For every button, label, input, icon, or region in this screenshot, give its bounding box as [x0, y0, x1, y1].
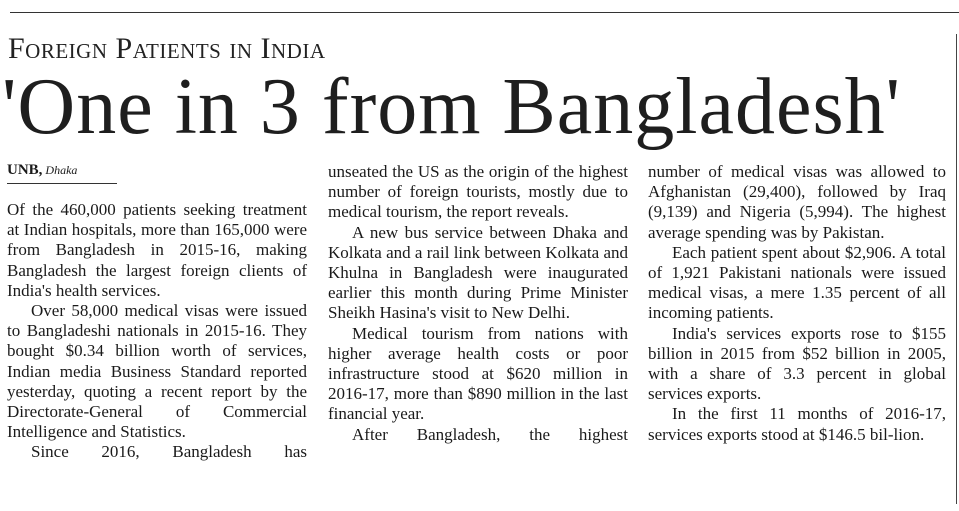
paragraph: Over 58,000 medical visas were issued to Bangladeshi nationals in 2015-16. They bought $0.34 billion worth of services, Indian media Business Standard reported yesterday, quoting a recent report by the Directorate-General of Commercial Intelligence and Statistics.: [7, 301, 307, 442]
byline-agency: UNB,: [7, 162, 43, 178]
article-column-1: [7, 160, 307, 463]
paragraph: Since 2016, Bangladesh has: [31, 442, 307, 462]
paragraph: A new bus service between Dhaka and Kolkata and a rail link between Kolkata and Khulna in Bangladesh were inaugurated earlier this month during Prime Minister Sheikh Hasina's visit to New Delhi.: [328, 222, 628, 323]
paragraph: India's services exports rose to $155 billion in 2015 from $52 billion in 2005, with a share of 3.3 percent in global services exports.: [648, 323, 946, 404]
paragraph: Medical tourism from nations with higher average health costs or poor infrastructure stood at $620 million in 2016-17, more than $890 million in the last financial year.: [328, 323, 628, 424]
byline: [7, 160, 117, 184]
paragraph: In the first 11 months of 2016-17, services exports stood at $146.5 bil-lion.: [648, 404, 946, 444]
paragraph: Of the 460,000 patients seeking treatment at Indian hospitals, more than 165,000 were from Bangladesh in 2015-16, making Bangladesh the largest foreign clients of India's health services.: [7, 200, 307, 300]
top-rule: [10, 12, 959, 13]
paragraph: Each patient spent about $2,906. A total of 1,921 Pakistani nationals were issued medical visas, a mere 1.35 percent of all incoming patients.: [648, 242, 946, 323]
byline-place: Dhaka: [45, 163, 78, 177]
article-column-3: [648, 162, 946, 445]
article-column-2: [328, 162, 628, 445]
paragraph: unseated the US as the origin of the highest number of foreign tourists, mostly due to medical tourism, the report reveals.: [328, 162, 628, 222]
article-kicker: Foreign Patients in India: [8, 32, 326, 65]
article-headline: 'One in 3 from Bangladesh': [2, 63, 902, 151]
paragraph: number of medical visas was allowed to Afghanistan (29,400), followed by Iraq (9,139) and Nigeria (5,994). The highest average spending was by Pakistan.: [648, 162, 946, 242]
paragraph: After Bangladesh, the highest: [352, 424, 628, 444]
